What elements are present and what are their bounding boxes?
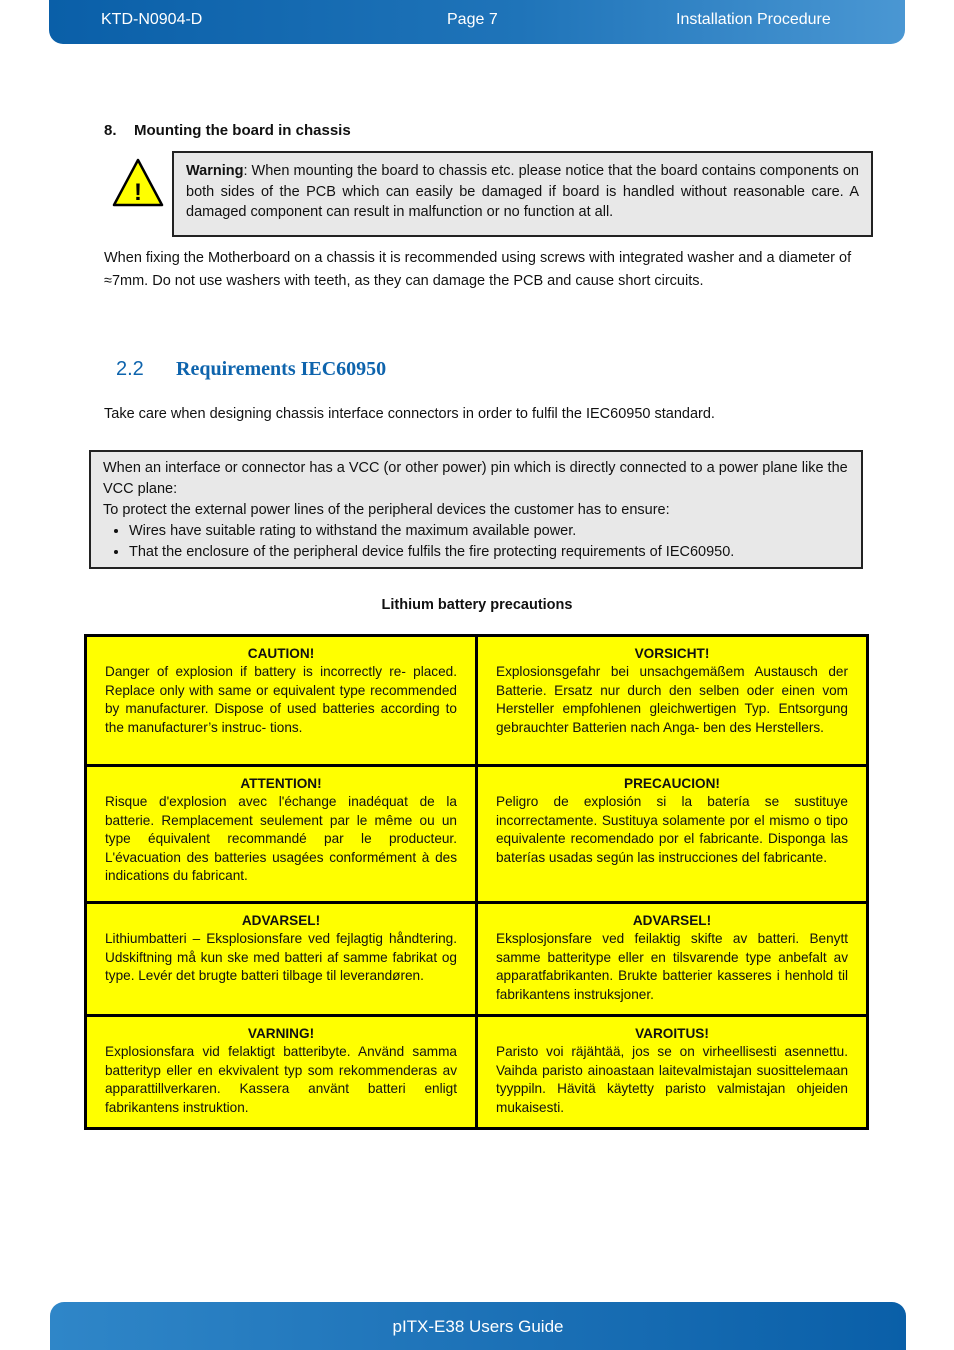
table-cell — [477, 1016, 868, 1129]
cell-text: Peligro de explosión si la batería se sustituye incorrectamente. Sustituya solamente por el mismo o tipo equivalente recomendado por el fabricante. Disponga las baterías usadas según las instrucciones del fabricante. — [496, 794, 848, 865]
table-row — [86, 766, 868, 903]
header-page-number: Page 7 — [447, 11, 498, 28]
warning-triangle-icon — [112, 158, 164, 208]
section-title: Requirements IEC60950 — [176, 358, 387, 380]
cell-text: Explosionsfara vid felaktigt batteribyte. Använd samma batterityp eller en ekvivalent typ som rekommenderas av apparattillverkaren. Kassera använt batteri enligt fabrikantens instruktion. — [105, 1044, 457, 1115]
table-row — [86, 1016, 868, 1129]
battery-precautions-table — [84, 634, 869, 1130]
requirements-bullet: • Wires have suitable rating to withstand the maximum available power. — [129, 521, 849, 542]
requirements-box — [89, 450, 863, 569]
cell-heading: CAUTION! — [247, 646, 315, 661]
svg-text:!: ! — [134, 179, 142, 206]
footer-title: pITX-E38 Users Guide — [392, 1317, 564, 1336]
intro-paragraph: Take care when designing chassis interface connectors in order to fulfil the IEC60950 standard. — [104, 406, 715, 422]
section-heading — [116, 358, 386, 381]
step-heading — [104, 122, 351, 139]
cell-heading: PRECAUCION! — [624, 776, 720, 791]
section-number: 2.2 — [116, 358, 144, 380]
cell-heading: ADVARSEL! — [241, 913, 321, 928]
warning-box — [172, 151, 873, 237]
requirements-line-2: To protect the external power lines of the peripheral devices the customer has to ensure: — [103, 502, 670, 518]
page-footer — [50, 1302, 906, 1350]
page-header — [49, 0, 905, 44]
requirements-list — [103, 521, 849, 563]
requirements-line-1: When an interface or connector has a VCC (or other power) pin which is directly connected to a power plane like the VCC plane: — [103, 460, 848, 497]
table-cell — [86, 903, 477, 1016]
step-title: Mounting the board in chassis — [134, 122, 351, 139]
table-cell — [86, 1016, 477, 1129]
warning-text: : When mounting the board to chassis etc. please notice that the board contains components on both sides of the PCB which can easily be damaged if board is handled without reasonable care. A damaged component can result in malfunction or no function at all. — [186, 163, 859, 220]
cell-text: Explosionsgefahr bei unsachgemäßem Austausch der Batterie. Ersatz nur durch den selben oder einen vom Hersteller empfohlenen gleichwertigen Typ. Entsorgung gebrauchter Batterien nach Anga- ben des Herstellers. — [496, 664, 848, 735]
cell-heading: VARNING! — [247, 1026, 315, 1041]
battery-precautions-title: Lithium battery precautions — [381, 597, 573, 613]
cell-text: Danger of explosion if battery is incorrectly re- placed. Replace only with same or equivalent type recommended by manufacturer. Dispose of used batteries according to the manufacturer’s instruc- tions. — [105, 664, 457, 735]
table-cell — [86, 766, 477, 903]
table-row — [86, 903, 868, 1016]
step-number: 8. — [104, 122, 117, 139]
mounting-paragraph: When fixing the Motherboard on a chassis it is recommended using screws with integrated washer and a diameter of ≈7mm. Do not use washers with teeth, as they can damage the PCB and cause short circuits. — [104, 250, 852, 289]
warning-label: Warning — [186, 163, 244, 179]
header-section: Installation Procedure — [676, 11, 831, 28]
table-cell — [477, 766, 868, 903]
cell-text: Lithiumbatteri – Eksplosionsfare ved fejlagtig håndtering. Udskiftning må kun ske med batteri af samme fabrikat og type. Levér det brugte batteri tilbage til leverandøren. — [105, 931, 457, 984]
table-cell — [477, 903, 868, 1016]
table-cell — [86, 636, 477, 766]
cell-text: Eksplosjonsfare ved feilaktig skifte av batteri. Benytt samme batteritype eller en tilsvarende type anbefalt av apparatfabrikanten. Brukte batterier kasseres i henhold til fabrikantens instruksjoner. — [496, 931, 848, 1002]
cell-heading: VAROITUS! — [635, 1026, 709, 1041]
cell-heading: ATTENTION! — [240, 776, 322, 791]
cell-heading: VORSICHT! — [634, 646, 710, 661]
cell-text: Risque d'explosion avec l'échange inadéquat de la batterie. Remplacement seulement par le même ou un type équivalent recommandé par le producteur. L'évacuation des batteries usagées conformément à des indications du fabricant. — [105, 794, 457, 884]
cell-heading: ADVARSEL! — [632, 913, 712, 928]
header-doc-id: KTD-N0904-D — [101, 11, 203, 28]
table-row — [86, 636, 868, 766]
cell-text: Paristo voi räjähtää, jos se on virheellisesti asennettu. Vaihda paristo ainoastaan laitevalmistajan suosittelemaan tyyppiln. Hävitä käytetty paristo valmistajan ohjeiden mukaisesti. — [496, 1044, 848, 1115]
requirements-bullet: • That the enclosure of the peripheral device fulfils the fire protecting requirements of IEC60950. — [129, 542, 849, 563]
table-cell — [477, 636, 868, 766]
